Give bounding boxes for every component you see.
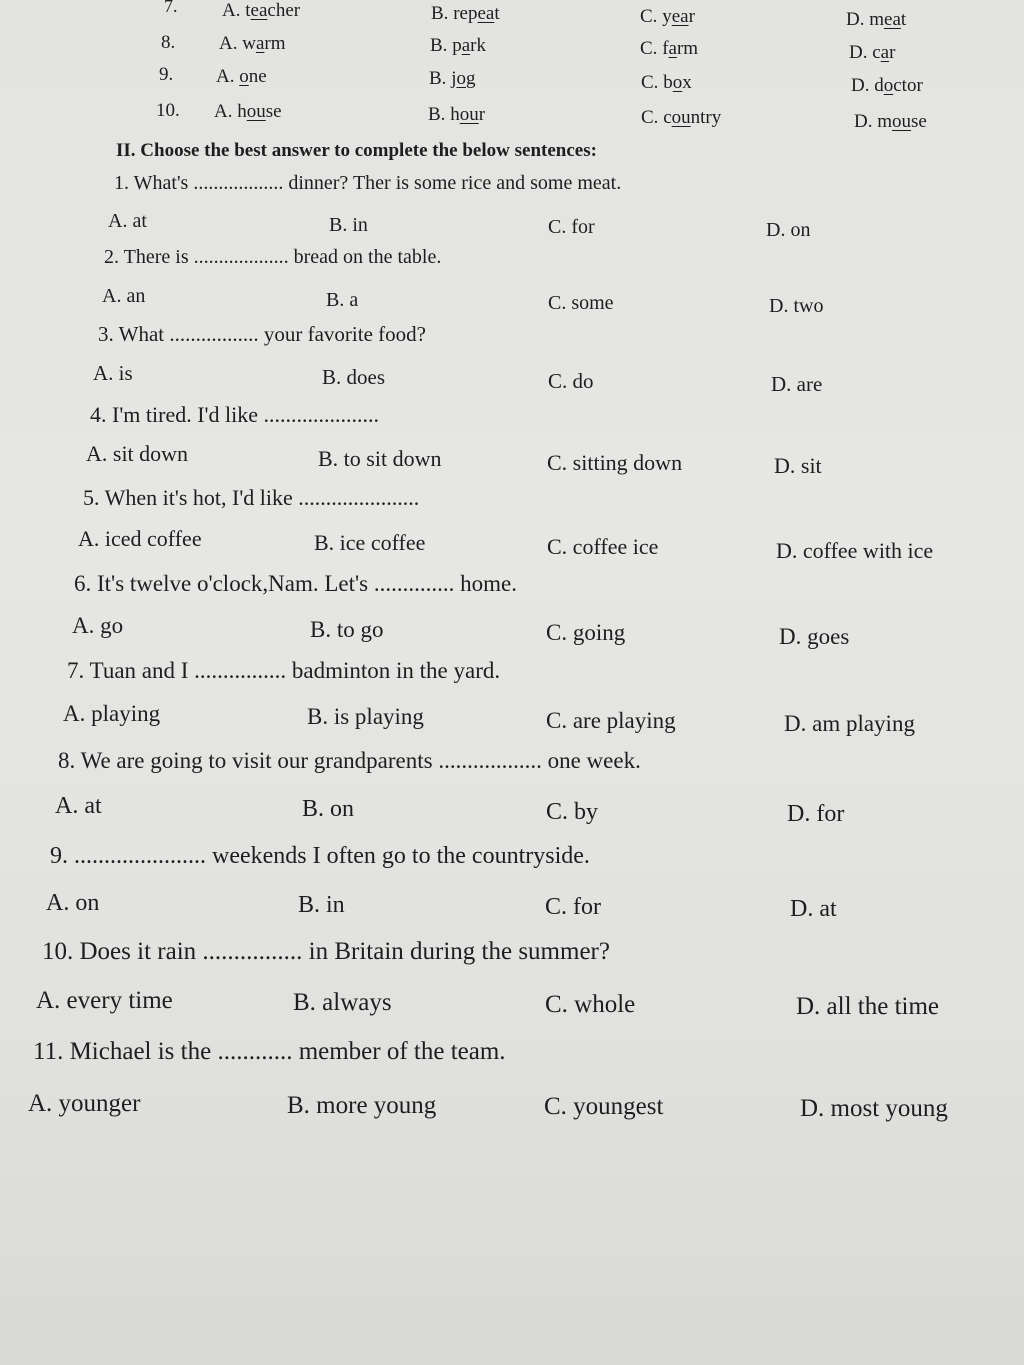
option-d: D. sit bbox=[774, 453, 822, 478]
option-c: C. sitting down bbox=[547, 450, 683, 475]
question-text: 3. What ................. your favorite food? bbox=[98, 322, 426, 346]
option-c: C. going bbox=[546, 620, 626, 645]
option-c: C. youngest bbox=[544, 1093, 664, 1120]
option-a: A. playing bbox=[63, 701, 161, 726]
section-heading: II. Choose the best answer to complete the below sentences: bbox=[116, 140, 597, 161]
option-c: C. for bbox=[545, 894, 601, 920]
option-a: A. an bbox=[102, 285, 146, 307]
option-a: A. at bbox=[55, 793, 102, 819]
question-text: 5. When it's hot, I'd like ...................... bbox=[83, 485, 420, 510]
option-c: C. by bbox=[546, 799, 599, 825]
option-d: D. coffee with ice bbox=[776, 538, 934, 563]
option-c: C. coffee ice bbox=[547, 534, 659, 559]
option-d: D. all the time bbox=[796, 993, 940, 1020]
option-d: D. doctor bbox=[851, 75, 923, 96]
option-a: A. one bbox=[216, 66, 267, 87]
option-b: B. more young bbox=[287, 1092, 437, 1119]
option-c: C. farm bbox=[640, 38, 699, 59]
option-a: A. younger bbox=[28, 1090, 141, 1117]
row-number: 9. bbox=[159, 64, 174, 85]
option-b: B. ice coffee bbox=[314, 530, 426, 555]
option-a: A. at bbox=[108, 210, 147, 232]
question-text: 1. What's .................. dinner? Ther is some rice and some meat. bbox=[114, 172, 622, 194]
question-text: 6. It's twelve o'clock,Nam. Let's .............. home. bbox=[74, 571, 517, 596]
option-d: D. car bbox=[849, 42, 896, 63]
question-text: 8. We are going to visit our grandparents .................. one week. bbox=[58, 748, 641, 773]
option-a: A. is bbox=[93, 361, 133, 385]
option-d: D. two bbox=[769, 295, 824, 317]
option-b: B. repeat bbox=[431, 3, 500, 24]
question-text: 9. ...................... weekends I often go to the countryside. bbox=[50, 843, 590, 869]
option-d: D. are bbox=[771, 372, 823, 396]
option-c: C. some bbox=[548, 292, 614, 314]
option-d: D. for bbox=[787, 801, 845, 827]
option-a: A. on bbox=[46, 890, 100, 916]
option-a: A. house bbox=[214, 101, 282, 122]
row-number: 7. bbox=[164, 0, 178, 16]
option-a: A. teacher bbox=[222, 0, 301, 21]
option-c: C. do bbox=[548, 369, 594, 393]
option-b: B. on bbox=[302, 796, 355, 822]
question-text: 2. There is ................... bread on the table. bbox=[104, 246, 442, 268]
option-a: A. every time bbox=[36, 987, 173, 1014]
option-c: C. are playing bbox=[546, 708, 676, 733]
option-a: A. iced coffee bbox=[78, 526, 202, 551]
option-b: B. to sit down bbox=[318, 446, 442, 471]
option-b: B. does bbox=[322, 365, 385, 389]
option-d: D. on bbox=[766, 219, 811, 241]
option-d: D. at bbox=[790, 896, 837, 922]
question-text: 11. Michael is the ............ member of the team. bbox=[33, 1038, 506, 1065]
option-c: C. country bbox=[641, 107, 722, 128]
option-a: A. warm bbox=[219, 33, 286, 54]
option-d: D. most young bbox=[800, 1095, 948, 1122]
row-number: 8. bbox=[161, 32, 176, 53]
option-c: C. whole bbox=[545, 991, 636, 1018]
option-b: B. in bbox=[298, 892, 345, 918]
option-a: A. go bbox=[72, 613, 124, 638]
option-d: D. meat bbox=[846, 9, 907, 30]
option-b: B. park bbox=[430, 35, 486, 56]
option-b: B. jog bbox=[429, 68, 476, 89]
row-number: 10. bbox=[156, 100, 180, 121]
option-d: D. am playing bbox=[784, 711, 915, 736]
option-b: B. hour bbox=[428, 104, 486, 125]
question-text: 10. Does it rain ................ in Britain during the summer? bbox=[42, 938, 610, 965]
option-d: D. mouse bbox=[854, 111, 927, 132]
question-text: 7. Tuan and I ................ badminton in the yard. bbox=[67, 658, 501, 683]
question-text: 4. I'm tired. I'd like ..................... bbox=[90, 402, 379, 427]
option-b: B. always bbox=[293, 989, 392, 1016]
option-c: C. for bbox=[548, 216, 595, 238]
option-b: B. is playing bbox=[307, 704, 424, 729]
option-c: C. box bbox=[641, 72, 692, 93]
option-b: B. in bbox=[329, 214, 368, 236]
option-d: D. goes bbox=[779, 624, 850, 649]
option-b: B. to go bbox=[310, 617, 384, 642]
option-a: A. sit down bbox=[86, 441, 189, 466]
option-c: C. year bbox=[640, 6, 695, 27]
option-b: B. a bbox=[326, 289, 359, 311]
